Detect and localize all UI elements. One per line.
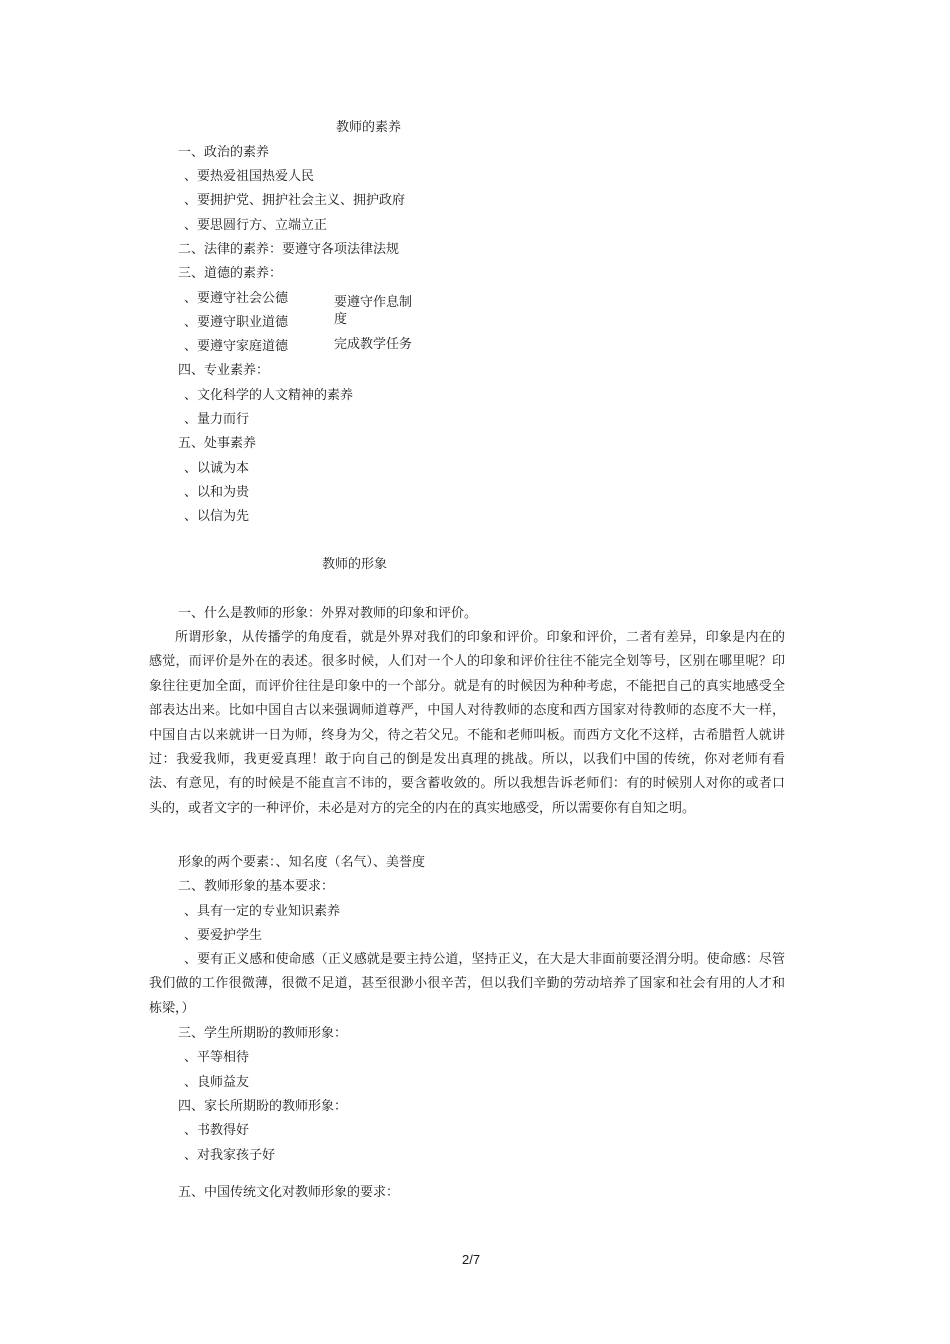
- section1-title: 教师的素养: [336, 120, 402, 135]
- side-note: 要遵守作息制: [334, 295, 413, 310]
- list-item: 、要遵守职业道德: [184, 315, 289, 330]
- side-note: 度: [334, 312, 348, 327]
- list-item: 、具有一定的专业知识素养: [184, 904, 341, 919]
- heading-politics: 一、政治的素养: [178, 145, 270, 160]
- list-item: 、要爱护学生: [184, 928, 263, 943]
- heading-basic-requirements: 二、教师形象的基本要求：: [178, 879, 335, 894]
- heading-professional: 四、专业素养：: [178, 363, 270, 378]
- side-note: 完成教学任务: [334, 337, 413, 352]
- list-item: 、要拥护党、拥护社会主义、拥护政府: [184, 193, 406, 208]
- heading-what-is-image: 一、什么是教师的形象：外界对教师的印象和评价。: [178, 606, 478, 621]
- list-item: 、要遵守家庭道德: [184, 339, 289, 354]
- heading-morality: 三、道德的素养：: [178, 266, 283, 281]
- list-item: 、要遵守社会公德: [184, 291, 289, 306]
- list-item: 、文化科学的人文精神的素养: [184, 388, 354, 403]
- paragraph-image-definition: 所谓形象，从传播学的角度看，就是外界对我们的印象和评价。印象和评价，二者有差异，印象是内在的感觉，而评价是外在的表述。很多时候，人们对一个人的印象和评价往往不能完全划等号，区别在哪里呢？印象往往更加全面，而评价往往是印象中的一个部分。就是有的时候因为种种考虑，不能把自己的真实地感受全部表达出来。比如中国自古以来强调师道尊严，中国人对待教师的态度和西方国家对待教师的态度不大一样，中国自古以来就讲一日为师，终身为父，待之若父兄。不能和老师叫板。而西方文化不这样，古希腊哲人就讲过：我爱我师，我更爱真理！敢于向自己的倒是发出真理的挑战。所以，以我们中国的传统，你对老师有看法、有意见，有的时候是不能直言不讳的，要含蓄收敛的。所以我想告诉老师们：有的时候别人对你的或者口头的，或者文字的一种评价，未必是对方的完全的内在的真实地感受，所以需要你有自知之明。: [149, 630, 785, 816]
- list-item: 、要热爱祖国热爱人民: [184, 169, 315, 184]
- list-item: 、对我家孩子好: [184, 1148, 276, 1163]
- list-item: 、以诚为本: [184, 461, 250, 476]
- heading-parent-expectation: 四、家长所期盼的教师形象：: [178, 1099, 348, 1114]
- paragraph-justice-mission: 、要有正义感和使命感（正义感就是要主持公道，坚持正义，在大是大非面前要泾渭分明。使命感：尽管我们做的工作很微薄，很微不足道，甚至很渺小很辛苦，但以我们辛勤的劳动培养了国家和社会有用的人才和栋梁，）: [149, 952, 785, 1016]
- heading-traditional-culture: 五、中国传统文化对教师形象的要求：: [178, 1185, 400, 1200]
- list-item: 、以和为贵: [184, 485, 250, 500]
- heading-conduct: 五、处事素养: [178, 436, 257, 451]
- list-item: 、书教得好: [184, 1123, 250, 1138]
- heading-student-expectation: 三、学生所期盼的教师形象：: [178, 1026, 348, 1041]
- heading-law: 二、法律的素养：要遵守各项法律法规: [178, 242, 400, 257]
- list-item: 、平等相待: [184, 1050, 250, 1065]
- list-item: 、量力而行: [184, 412, 250, 427]
- section2-title: 教师的形象: [322, 557, 388, 572]
- list-item: 、以信为先: [184, 509, 250, 524]
- list-item: 、良师益友: [184, 1075, 250, 1090]
- list-item: 、要思圆行方、立端立正: [184, 218, 328, 233]
- page-number: 2/7: [462, 1252, 481, 1267]
- image-elements: 形象的两个要素：、知名度（名气）、美誉度: [178, 855, 426, 870]
